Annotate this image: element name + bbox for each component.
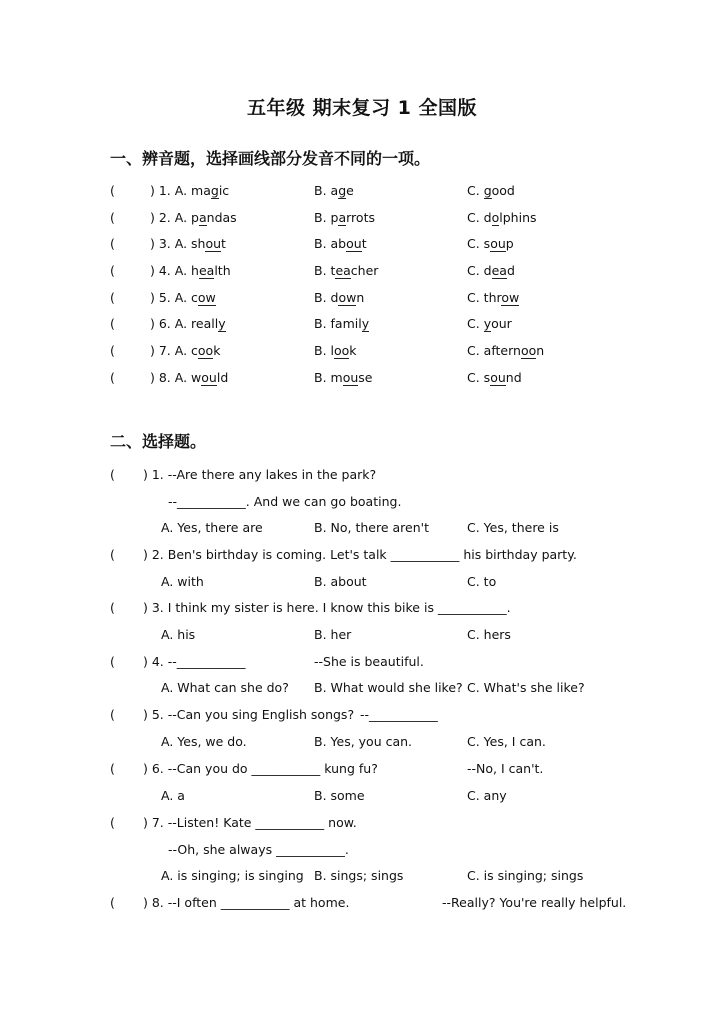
question-text: ) 1. --Are there any lakes in the park? (143, 467, 377, 482)
option-a: A. is singing; is singing (161, 868, 304, 883)
answer-paren: ( (110, 210, 115, 225)
question-text: ) 7. --Listen! Kate ___________ now. (143, 815, 357, 830)
option-a: A. Yes, we do. (161, 734, 247, 749)
option-b: B. some (314, 788, 365, 803)
question-3-options (110, 627, 670, 647)
section-2-heading: 二、选择题。 (110, 432, 207, 451)
answer-paren: ( (110, 547, 115, 562)
page-title: 五年级 期末复习 1 全国版 (246, 97, 478, 119)
answer-paren: ( (110, 263, 115, 278)
question-text: ) 6. --Can you do ___________ kung fu? (143, 761, 378, 776)
section-1-heading: 一、辨音题，选择画线部分发音不同的一项。 (110, 149, 431, 168)
question-5 (110, 707, 670, 727)
answer-paren: ( (110, 467, 115, 482)
question-text: ) 2. Ben's birthday is coming. Let's talk ___________ his birthday party. (143, 547, 577, 562)
option-b: B. Yes, you can. (314, 734, 413, 749)
option-c: C. What's she like? (467, 680, 585, 695)
answer-paren: ( (110, 370, 115, 385)
phonics-item-6: ( ) 6. A. really B. family C. your (110, 316, 512, 331)
question-text: ) 4. --___________ (143, 654, 246, 669)
phonics-item-8: ( ) 8. A. would B. mouse C. sound (110, 370, 522, 385)
answer-paren: ( (110, 654, 115, 669)
answer-paren: ( (110, 707, 115, 722)
option-a: A. with (161, 574, 204, 589)
question-1 (110, 467, 670, 487)
dialogue-response: --No, I can't. (467, 761, 544, 776)
question-2-options (110, 574, 670, 594)
answer-paren: ( (110, 600, 115, 615)
question-text: ) 3. I think my sister is here. I know this bike is ___________. (143, 600, 511, 615)
phonics-item-7: ( ) 7. A. cook B. look C. afternoon (110, 343, 545, 358)
option-a: A. a (161, 788, 185, 803)
phonics-item-1: ( ) 1. A. magic B. age C. good (110, 183, 515, 198)
option-b: B. her (314, 627, 352, 642)
phonics-item-5: ( ) 5. A. cow B. down C. throw (110, 290, 520, 305)
question-4 (110, 654, 670, 674)
option-c: C. Yes, there is (467, 520, 559, 535)
answer-paren: ( (110, 895, 115, 910)
answer-paren: ( (110, 236, 115, 251)
question-text: ) 8. --I often ___________ at home. (143, 895, 350, 910)
option-c: C. Yes, I can. (467, 734, 546, 749)
option-c: C. to (467, 574, 497, 589)
phonics-item-3: ( ) 3. A. shout B. about C. soup (110, 236, 514, 251)
question-5-options (110, 734, 670, 754)
answer-paren: ( (110, 815, 115, 830)
option-c: C. hers (467, 627, 511, 642)
dialogue-response: --___________. And we can go boating. (168, 494, 402, 509)
option-a: A. his (161, 627, 196, 642)
option-a: A. Yes, there are (161, 520, 263, 535)
option-c: C. any (467, 788, 507, 803)
phonics-item-4: ( ) 4. A. health B. teacher C. dead (110, 263, 515, 278)
question-2 (110, 547, 670, 567)
question-3 (110, 600, 670, 620)
option-a: A. What can she do? (161, 680, 289, 695)
option-b: B. What would she like? (314, 680, 463, 695)
question-text: ) 5. --Can you sing English songs? (143, 707, 355, 722)
question-1-response (110, 494, 670, 514)
dialogue-response: --___________ (360, 707, 438, 722)
answer-paren: ( (110, 316, 115, 331)
answer-paren: ( (110, 183, 115, 198)
answer-paren: ( (110, 290, 115, 305)
question-7-response (110, 842, 670, 862)
phonics-item-2: ( ) 2. A. pandas B. parrots C. dolphins (110, 210, 537, 225)
answer-paren: ( (110, 761, 115, 776)
dialogue-response: --Really? You're really helpful. (442, 895, 627, 910)
dialogue-response: --Oh, she always ___________. (168, 842, 349, 857)
option-b: B. sings; sings (314, 868, 404, 883)
answer-paren: ( (110, 343, 115, 358)
option-b: B. No, there aren't (314, 520, 429, 535)
question-4-options (110, 680, 670, 700)
dialogue-response: --She is beautiful. (314, 654, 424, 669)
question-7-options (110, 868, 670, 888)
question-8 (110, 895, 670, 915)
question-6 (110, 761, 670, 781)
option-b: B. about (314, 574, 367, 589)
question-7 (110, 815, 670, 835)
option-c: C. is singing; sings (467, 868, 584, 883)
question-6-options (110, 788, 670, 808)
question-1-options (110, 520, 670, 540)
